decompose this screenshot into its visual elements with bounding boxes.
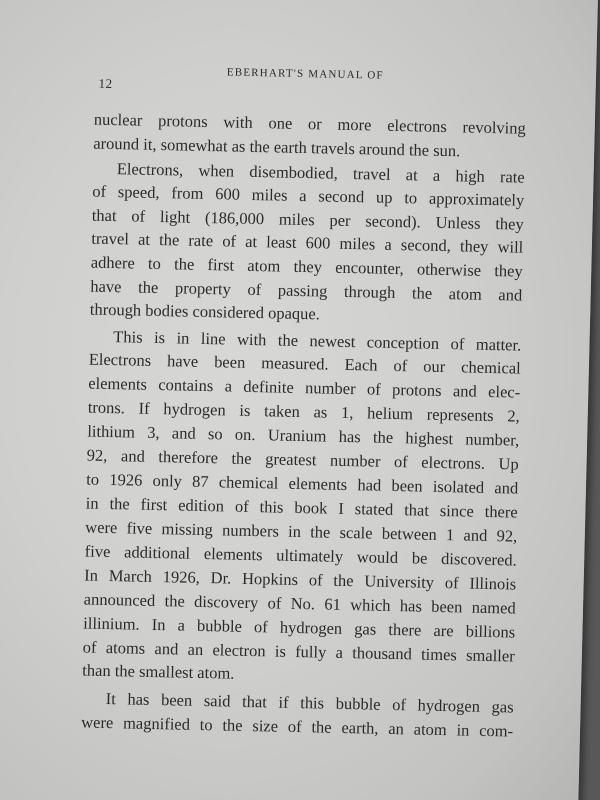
page-number: 12 — [98, 75, 113, 92]
text-line: announced the discovery of No. 61 which has been named — [83, 589, 516, 618]
text-line: than the smallest atom. — [82, 660, 235, 683]
text-line: around it, somewhat as the earth travels around the sun. — [93, 133, 461, 161]
text-line: elements contains a definite number of protons and elec- — [88, 373, 521, 402]
text-line: nuclear protons with one or more electrons revolving — [93, 109, 526, 138]
text-line: through bodies considered opaque. — [89, 299, 321, 324]
text-line: Electrons, when disembodied, travel at a high rate — [116, 159, 525, 187]
text-line: illinium. In a bubble of hydrogen gas there are billions — [83, 613, 516, 642]
text-line: of speed, from 600 miles a second up to approximately — [92, 181, 525, 210]
text-line: of atoms and an electron is fully a thousand times smaller — [82, 637, 515, 666]
text-line: trons. If hydrogen is taken as 1, helium represents 2, — [87, 397, 520, 426]
text-line: Electrons have been measured. Each of our chemical — [88, 349, 521, 378]
text-line: were magnified to the size of the earth, an atom in com- — [81, 712, 514, 741]
text-line: travel at the rate of at least 600 miles a second, they will — [91, 228, 524, 257]
text-line: five additional elements ultimately would be discovered. — [84, 541, 517, 570]
text-line: to 1926 only 87 chemical elements had been isolated and — [86, 469, 519, 498]
text-line: It has been said that if this bubble of hydrogen gas — [105, 688, 514, 717]
text-line: in the first edition of this book I stated that since there — [85, 493, 518, 522]
text-line: adhere to the first atom they encounter, otherwise they — [90, 252, 523, 281]
text-line: have the property of passing through the atom and — [90, 276, 523, 305]
text-line: 92, and therefore the greatest number of electrons. Up — [86, 445, 519, 474]
text-line: In March 1926, Dr. Hopkins of the University of Illinois — [84, 565, 517, 594]
text-line: that of light (186,000 miles per second). Unless they — [91, 205, 524, 234]
text-line: This is in line with the newest conception of matter. — [113, 327, 522, 355]
text-line: were five missing numbers in the scale between 1 and 92, — [85, 517, 518, 546]
text-line: lithium 3, and so on. Uranium has the highest number, — [87, 421, 520, 450]
running-head: EBERHART'S MANUAL OF — [226, 66, 384, 82]
